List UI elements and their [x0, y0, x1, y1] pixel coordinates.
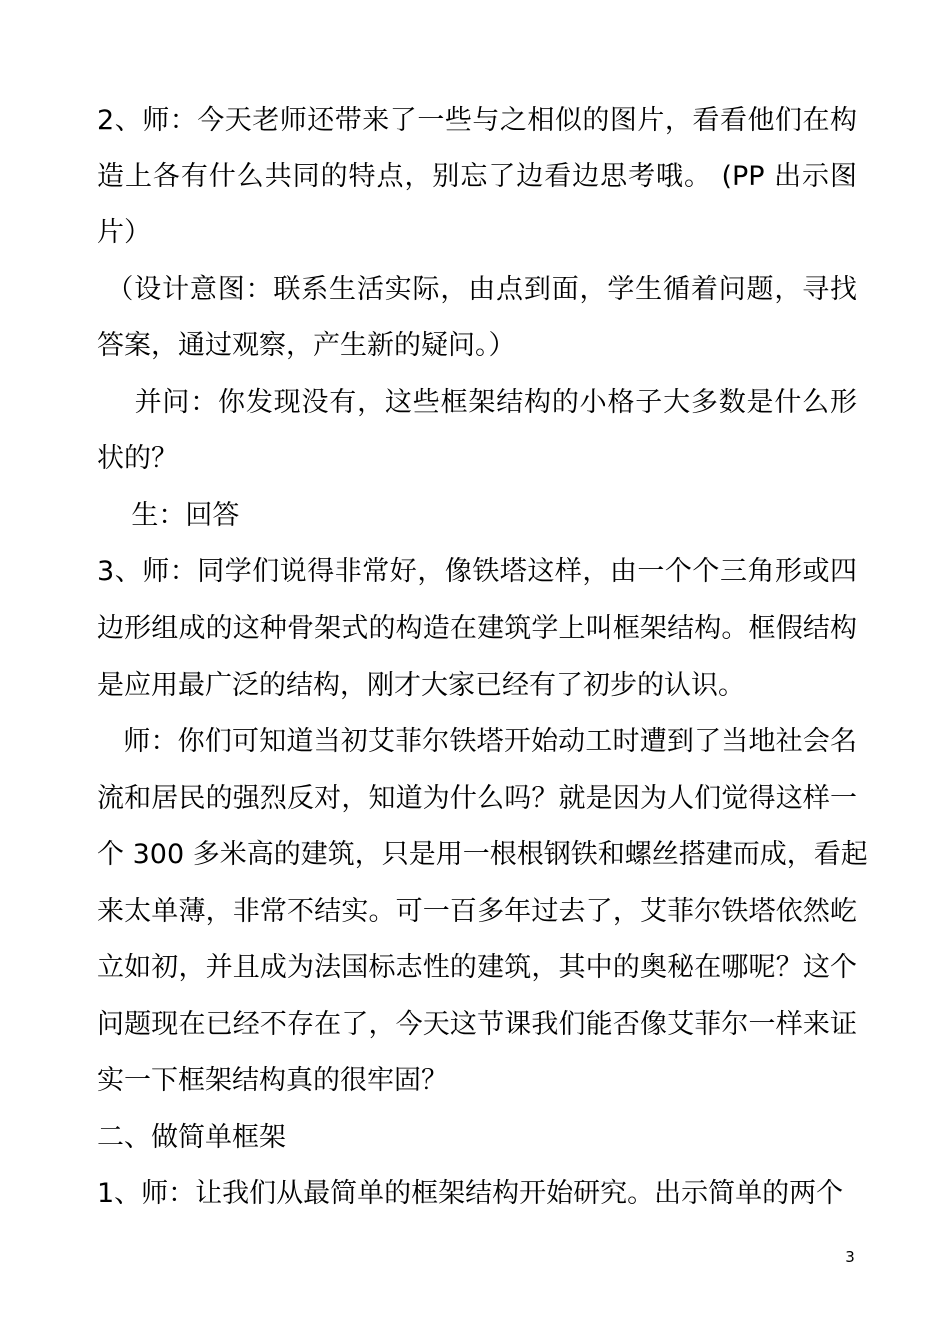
text-line: 流和居民的强烈反对，知道为什么吗？就是因为人们觉得这样一	[97, 783, 857, 814]
text-line: 3、师：同学们说得非常好，像铁塔这样，由一个个三角形或四	[97, 556, 857, 587]
text-line: 造上各有什么共同的特点，别忘了边看边思考哦。 (PP 出示图	[97, 161, 857, 192]
text-line: 边形组成的这种骨架式的构造在建筑学上叫框架结构。框假结构	[97, 613, 857, 644]
section-heading: 二、做简单框架	[97, 1122, 286, 1153]
text-line: 2、师：今天老师还带来了一些与之相似的图片，看看他们在构	[97, 105, 857, 136]
text-line: 片）	[97, 217, 151, 248]
text-line: 立如初，并且成为法国标志性的建筑，其中的奥秘在哪呢？这个	[97, 952, 857, 983]
text-line: 个 300 多米高的建筑，只是用一根根钢铁和螺丝搭建而成，看起	[97, 839, 868, 870]
text-line: 问题现在已经不存在了，今天这节课我们能否像艾菲尔一样来证	[97, 1009, 857, 1040]
text-line: 师：你们可知道当初艾菲尔铁塔开始动工时遭到了当地社会名	[97, 726, 857, 757]
text-line: 状的？	[97, 443, 178, 474]
text-line: 并问：你发现没有，这些框架结构的小格子大多数是什么形	[97, 387, 857, 418]
page-number: 3	[845, 1248, 855, 1266]
text-line: 是应用最广泛的结构，刚才大家已经有了初步的认识。	[97, 670, 745, 701]
text-line: 实一下框架结构真的很牢固？	[97, 1065, 448, 1096]
text-line: 1、师：让我们从最简单的框架结构开始研究。出示简单的两个	[97, 1178, 844, 1209]
text-line: 生：回答	[97, 500, 240, 531]
text-line: 答案，通过观察，产生新的疑问。）	[97, 330, 516, 361]
text-line: 来太单薄，非常不结实。可一百多年过去了，艾菲尔铁塔依然屹	[97, 896, 857, 927]
text-line: （设计意图：联系生活实际，由点到面，学生循着问题，寻找	[97, 274, 857, 305]
